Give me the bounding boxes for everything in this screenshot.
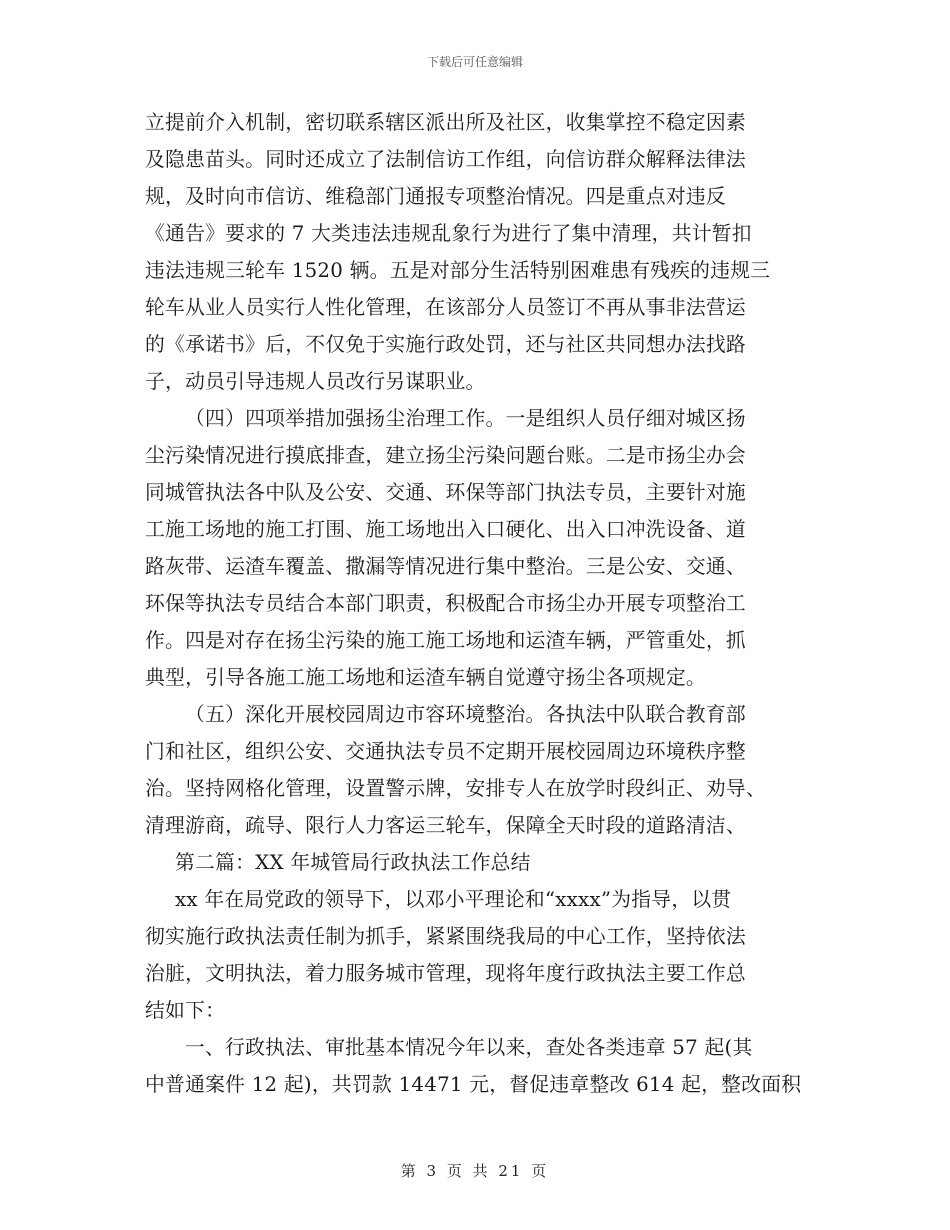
page-header-note: 下载后可任意编辑 — [426, 55, 523, 69]
text-line: 门和社区，组织公安、交通执法专员不定期开展校园周边环境秩序整 — [145, 740, 746, 763]
text-line: 违法违规三轮车 1520 辆。五是对部分生活特别困难患有残疾的违规三 — [145, 259, 771, 282]
text-line: （五）深化开展校园周边市容环境整治。各执法中队联合教育部 — [185, 703, 746, 726]
text-line: （四）四项举措加强扬尘治理工作。一是组织人员仔细对城区扬 — [185, 407, 746, 430]
text-line: 路灰带、运渣车覆盖、撒漏等情况进行集中整治。三是公安、交通、 — [145, 555, 746, 578]
text-line: 规，及时向市信访、维稳部门通报专项整治情况。四是重点对违反 — [145, 185, 726, 208]
text-line: 结如下： — [145, 999, 226, 1022]
text-line: 子，动员引导违规人员改行另谋职业。 — [145, 370, 486, 393]
text-line: 轮车从业人员实行人性化管理，在该部分人员签订不再从事非法营运 — [145, 296, 746, 319]
text-line: 环保等执法专员结合本部门职责，积极配合市扬尘办开展专项整治工 — [145, 592, 746, 615]
text-line: 及隐患苗头。同时还成立了法制信访工作组，向信访群众解释法律法 — [145, 148, 746, 171]
text-line: 的《承诺书》后，不仅免于实施行政处罚，还与社区共同想办法找路 — [145, 333, 746, 356]
text-line: 典型，引导各施工施工场地和运渣车辆自觉遵守扬尘各项规定。 — [145, 666, 706, 689]
text-line: 工施工场地的施工打围、施工场地出入口硬化、出入口冲洗设备、道 — [145, 518, 746, 541]
text-line: 尘污染情况进行摸底排查，建立扬尘污染问题台账。二是市扬尘办会 — [145, 444, 746, 467]
document-body — [145, 104, 800, 1103]
text-line: 同城管执法各中队及公安、交通、环保等部门执法专员，主要针对施 — [145, 481, 746, 504]
text-line: xx 年在局党政的领导下，以邓小平理论和“xxxx”为指导，以贯 — [175, 888, 732, 911]
text-line: 彻实施行政执法责任制为抓手，紧紧围绕我局的中心工作，坚持依法 — [145, 925, 746, 948]
text-line: 治脏，文明执法，着力服务城市管理，现将年度行政执法主要工作总 — [145, 962, 746, 985]
text-line: 第二篇：XX 年城管局行政执法工作总结 — [175, 851, 531, 874]
text-line: 《通告》要求的 7 大类违法违规乱象行为进行了集中清理，共计暂扣 — [145, 222, 752, 245]
text-line: 作。四是对存在扬尘污染的施工施工场地和运渣车辆，严管重处，抓 — [145, 629, 746, 652]
text-line: 中普通案件 12 起)，共罚款 14471 元，督促违章整改 614 起，整改面积 — [145, 1073, 802, 1096]
text-line: 清理游商，疏导、限行人力客运三轮车，保障全天时段的道路清洁、 — [145, 814, 746, 837]
page-number-footer: 第 3 页 共 21 页 — [400, 1162, 550, 1180]
text-line: 治。坚持网格化管理，设置警示牌，安排专人在放学时段纠正、劝导、 — [145, 777, 766, 800]
text-line: 立提前介入机制，密切联系辖区派出所及社区，收集掌控不稳定因素 — [145, 111, 746, 134]
text-line: 一、行政执法、审批基本情况今年以来，查处各类违章 57 起(其 — [185, 1036, 753, 1059]
